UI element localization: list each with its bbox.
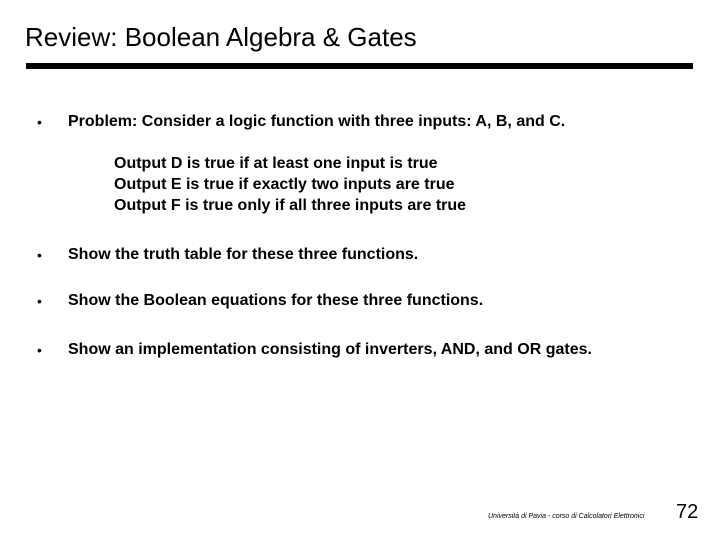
bullet-text: Show the Boolean equations for these three functions. <box>68 292 484 309</box>
bullet-text: Show an implementation consisting of inverters, AND, and OR gates. <box>68 341 592 358</box>
output-e-definition: Output E is true if exactly two inputs are true <box>114 176 455 193</box>
bullet-item-implementation <box>0 339 720 361</box>
bullet-text: Show the truth table for these three functions. <box>68 246 419 263</box>
bullet-item-truth-table <box>0 244 720 266</box>
bullet-item-equations <box>0 290 720 312</box>
page-number: 72 <box>676 501 699 523</box>
bullet-item-problem <box>0 111 720 133</box>
output-f-definition: Output F is true only if all three inputs are true <box>114 197 467 214</box>
title-underline <box>26 63 693 69</box>
output-d-definition: Output D is true if at least one input is true <box>114 155 438 172</box>
output-definitions <box>114 153 466 216</box>
bullet-icon: • <box>37 114 42 130</box>
footer-course-name: Università di Pavia - corso di Calcolatori Elettronici <box>488 513 645 520</box>
slide-title: Review: Boolean Algebra & Gates <box>25 22 417 52</box>
bullet-icon: • <box>37 247 42 263</box>
bullet-icon: • <box>37 293 42 309</box>
bullet-icon: • <box>37 342 42 358</box>
bullet-text: Problem: Consider a logic function with three inputs: A, B, and C. <box>68 113 566 130</box>
